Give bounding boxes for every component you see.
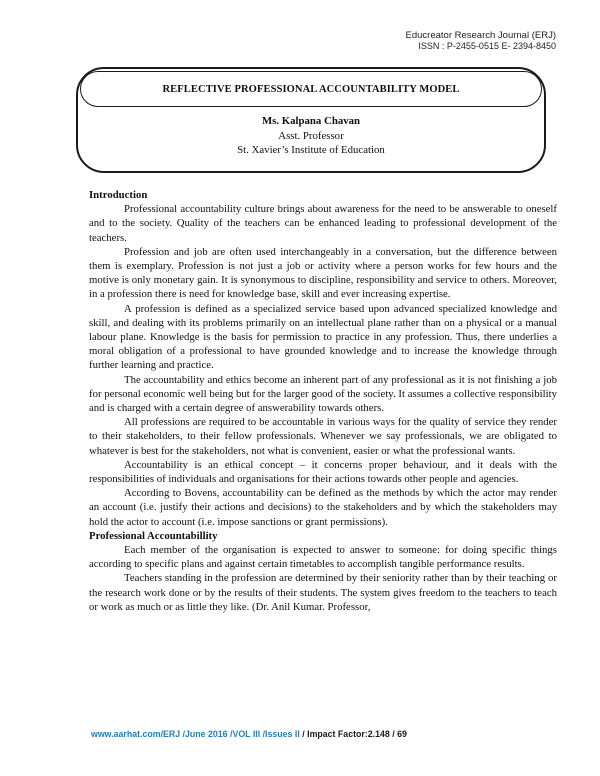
paragraph: The accountability and ethics become an inherent part of any professional as it is not finishing a job for personal economic well being but for the larger good of the society. It assumes a collective responsibility and is charged with a certain degree of answerability towards others. xyxy=(89,373,557,415)
paragraph: A profession is defined as a specialized service based upon advanced specialized knowledge and skill, and dealing with its problems primarily on an intellectual plane rather than on a physical or a manual labour plane. Knowledge is the basis for permission to practice in any profession. Thus, there underlies a moral obligation of a professional to have grounded knowledge and to increase the knowledge through further learning and practice. xyxy=(89,302,557,372)
footer-page-separator: / xyxy=(389,729,398,739)
paragraph: All professions are required to be accountable in various ways for the quality of service they render to their stakeholders, to their fellow professionals. Whenever we say professionals, we are obligated to whatever is best for the stakeholders, not what is convenient, easier or what the professional wants. xyxy=(89,416,557,457)
paragraph: Teachers standing in the profession are determined by their seniority rather than by their teaching or the research work done or by the results of their students. The system gives freedom to the teachers to teach or work as much or as little they like. (Dr. Anil Kumar. Professor, xyxy=(89,572,557,613)
paragraph: Each member of the organisation is expected to answer to someone: for doing specific things according to specific plans and against certain timetables to accomplish tangible performance results. xyxy=(89,544,557,571)
page-footer xyxy=(91,729,407,739)
paragraph: Profession and job are often used interchangeably in a conversation, but the difference between them is exemplary. Profession is not just a job or activity where a person works for few hours and the motive is only monetary gain. It is synonymous to discipline, responsibility and service to others. Moreover, in a profession there is need for knowledge base, skill and ever increasing expertise. xyxy=(89,245,557,301)
paragraph: Professional accountability culture brings about awareness for the need to be answerable to oneself and to the society. Quality of the teachers can be enhanced leading to professional development of the teachers. xyxy=(89,203,557,244)
author-block xyxy=(80,114,542,158)
title-box xyxy=(80,71,542,107)
author-name: Ms. Kalpana Chavan xyxy=(261,115,361,127)
section-heading-introduction: Introduction xyxy=(89,189,148,201)
article-body xyxy=(89,188,557,614)
paper-title: REFLECTIVE PROFESSIONAL ACCOUNTABILITY MODEL xyxy=(162,83,460,95)
impact-factor: Impact Factor:2.148 xyxy=(307,729,390,739)
paragraph: According to Bovens, accountability can be defined as the methods by which the actor may render an account (i.e. justify their actions and decisions) to the stakeholders and by which the stakeholders may hold the actor to account (i.e. impose sanctions or grant permissions). xyxy=(89,487,557,528)
footer-separator: / xyxy=(299,729,308,739)
journal-header xyxy=(406,30,556,52)
section-heading-professional-accountability: Professional Accountabillity xyxy=(89,529,218,542)
paragraph: Accountability is an ethical concept – it concerns proper behaviour, and it deals with the responsibilities of individuals and organisations for their actions towards other people and agencies. xyxy=(89,458,557,486)
journal-url-link[interactable]: www.aarhat.com/ERJ /June 2016 /VOL III /Issues II xyxy=(91,729,300,739)
author-affiliation: St. Xavier’s Institute of Education xyxy=(237,144,385,156)
author-role: Asst. Professor xyxy=(278,129,344,142)
journal-name: Educreator Research Journal (ERJ) xyxy=(405,30,556,41)
page-number: 69 xyxy=(397,729,407,739)
journal-issn: ISSN : P-2455-0515 E- 2394-8450 xyxy=(418,41,556,51)
